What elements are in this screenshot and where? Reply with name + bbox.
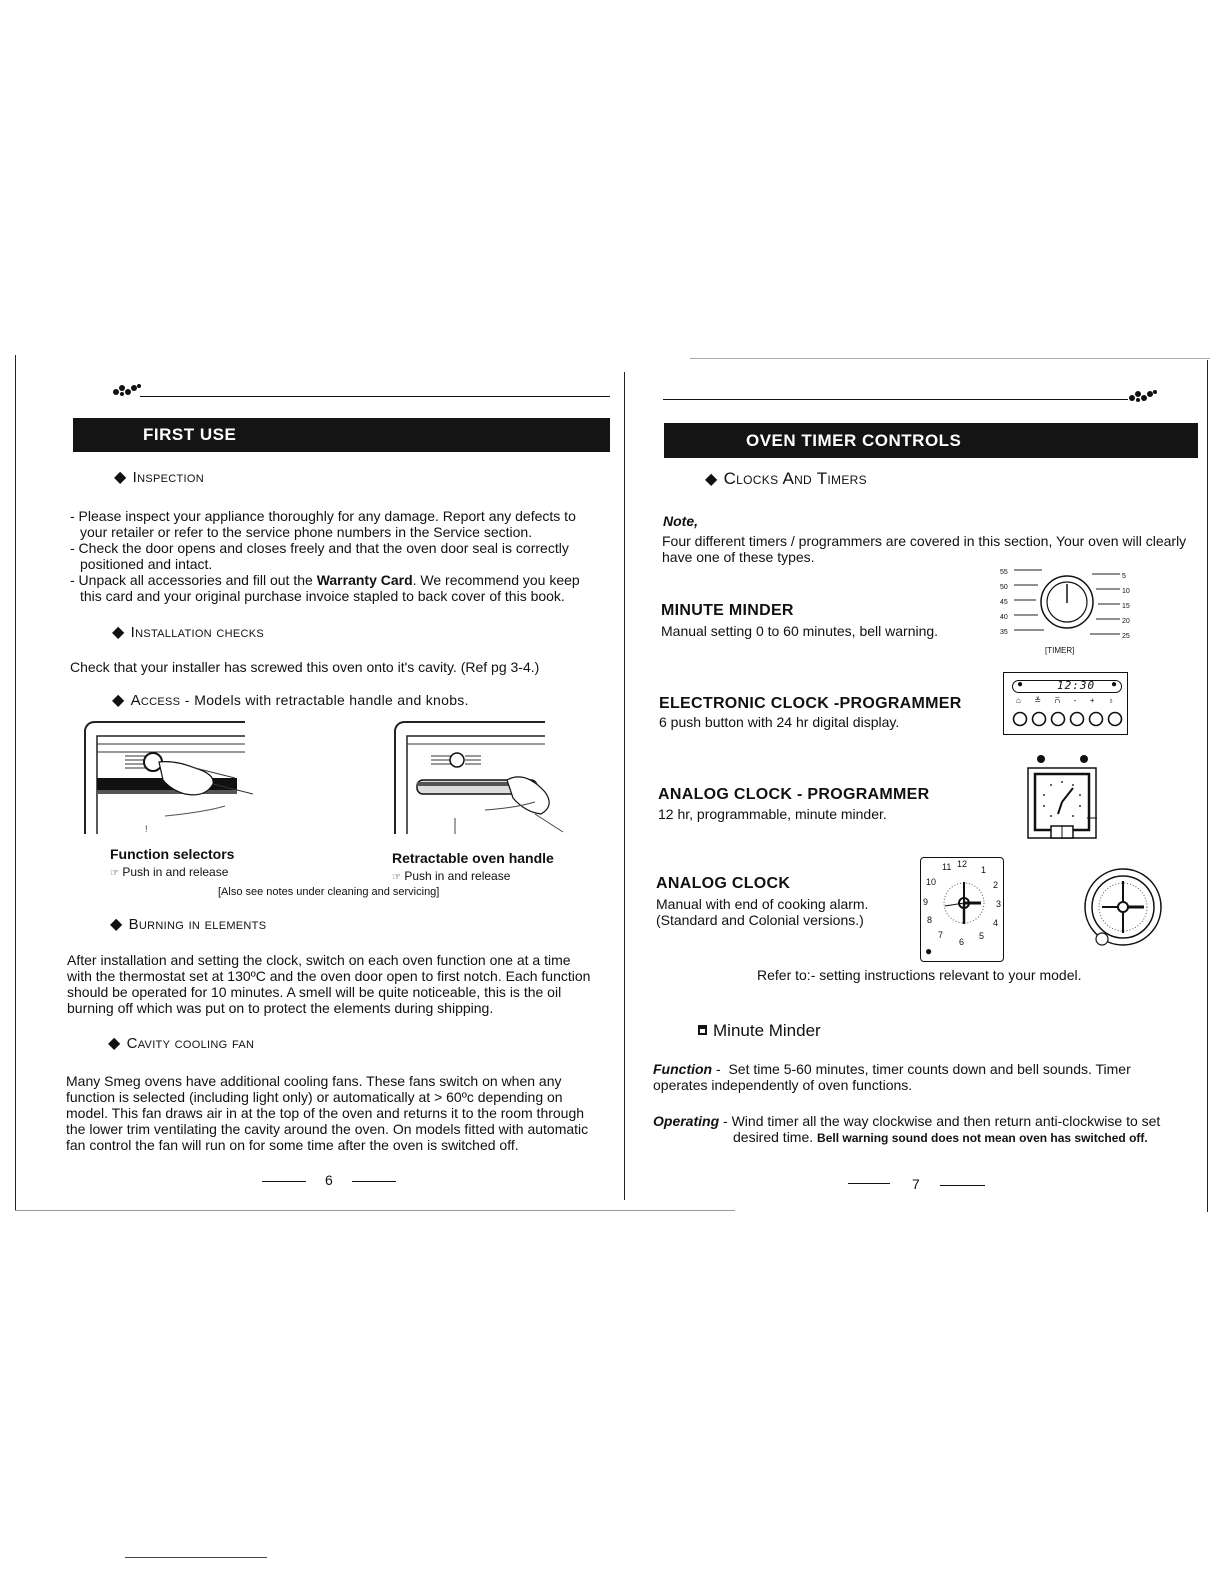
burning-text: After installation and setting the clock, switch on each oven function one at a time with the thermostat set at 130ºC and the oven door open to first notch. Each function should be operated for 10 minutes. A smell will be quite noticeable, this is the oil burning off which was put on to protect the elements during shipping. <box>67 952 591 1016</box>
oven-timer-title: OVEN TIMER CONTROLS <box>746 430 962 450</box>
refer-text: Refer to:- setting instructions relevant to your model. <box>757 967 1082 983</box>
retractable-handle-illustration <box>395 722 565 834</box>
retractable-handle-caption: Retractable oven handle <box>392 850 554 866</box>
top-edge-right <box>690 358 1210 359</box>
smeg-logo-icon <box>112 382 142 396</box>
bottom-edge <box>15 1210 735 1211</box>
center-fold <box>624 372 625 1200</box>
minute-minder-title: MINUTE MINDER <box>661 602 794 619</box>
retractable-handle-sub: ☞ Push in and release <box>392 869 511 883</box>
diamond-icon: ◆ <box>108 1035 121 1052</box>
installation-heading: ◆ Installation checks <box>112 624 265 641</box>
operating-text: Operating - Wind timer all the way clockwise and then return anti-clockwise to set desired time. Bell warning sound does not mean oven has switched off. <box>653 1113 1161 1145</box>
figure-note: [Also see notes under cleaning and servicing] <box>218 886 440 898</box>
standard-analog-clock: 11 12 1 10 2 9 3 8 4 7 6 5 ● <box>920 857 1004 962</box>
fan-heading: ◆ Cavity cooling fan <box>108 1035 255 1052</box>
analog-programmer-desc: 12 hr, programmable, minute minder. <box>658 806 887 822</box>
function-selectors-sub: ☞ Push in and release <box>110 865 229 879</box>
left-page-border <box>15 355 16 1210</box>
first-use-title: FIRST USE <box>143 425 237 444</box>
push-buttons-icon <box>1012 708 1122 730</box>
dot-icon: ● <box>1017 679 1024 690</box>
footer-rule <box>125 1557 267 1558</box>
electronic-desc: 6 push button with 24 hr digital display. <box>659 714 900 730</box>
timer-box-icon <box>698 1025 707 1035</box>
minute-minder-section-heading: Minute Minder <box>698 1021 821 1041</box>
burning-heading: ◆ Burning in elements <box>110 916 267 933</box>
function-selectors-caption: Function selectors <box>110 846 235 862</box>
electronic-programmer: ● 12:30 ● ⌂ ≚ ⩃ - + ♁ <box>1003 672 1128 735</box>
timer-knob-icon <box>1012 565 1122 645</box>
page-number-rule <box>940 1185 985 1186</box>
right-header-rule <box>663 399 1128 400</box>
dot-icon: ● <box>925 944 933 958</box>
access-heading: ◆ Access - Models with retractable handle and knobs. <box>112 692 469 709</box>
inspection-text: - Please inspect your appliance thoroughly for any damage. Report any defects to your retailer or refer to the service phone numbers in the Service section. - Check the door opens and closes freely and that the oven door seal is correctly positioned and intact. - Unpack all accessories and fill out the Warranty Card. We recommend you keep this card and your original purchase invoice stapled to back cover of this book. <box>70 508 580 604</box>
digital-display: 12:30 <box>1057 679 1096 692</box>
dot-icon: ● <box>1110 679 1117 690</box>
svg-text:!: ! <box>145 824 148 834</box>
diamond-icon: ◆ <box>705 471 718 488</box>
colonial-analog-clock-icon <box>1082 867 1164 949</box>
page-number-rule <box>848 1183 890 1184</box>
note-text: Four different timers / programmers are covered in this section, Your oven will clearly have one of these types. <box>662 533 1187 565</box>
diamond-icon: ◆ <box>112 624 125 641</box>
analog-programmer-icon <box>1025 752 1100 842</box>
diamond-icon: ◆ <box>114 469 127 486</box>
oven-timer-banner <box>664 423 1198 458</box>
installation-text: Check that your installer has screwed this oven onto it's cavity. (Ref pg 3-4.) <box>70 659 540 675</box>
inspection-heading: ◆ Inspection <box>114 469 204 486</box>
pointing-hand-icon: ☞ <box>392 872 401 883</box>
analog-clock-title: ANALOG CLOCK <box>656 875 791 892</box>
note-label: Note, <box>663 513 698 529</box>
page-number: 7 <box>912 1176 920 1192</box>
analog-clock-desc: Manual with end of cooking alarm. (Standard and Colonial versions.) <box>656 896 869 928</box>
diamond-icon: ◆ <box>110 916 123 933</box>
page-number: 6 <box>325 1172 333 1188</box>
analog-programmer-title: ANALOG CLOCK - PROGRAMMER <box>658 786 930 803</box>
clocks-heading: ◆ Clocks And Timers <box>705 469 867 488</box>
first-use-banner <box>73 418 610 452</box>
left-header-rule <box>140 396 610 397</box>
page-number-rule <box>262 1181 306 1182</box>
right-page-border <box>1207 360 1208 1212</box>
pointing-hand-icon: ☞ <box>110 868 119 879</box>
minute-minder-desc: Manual setting 0 to 60 minutes, bell warning. <box>661 623 939 639</box>
function-selectors-illustration <box>85 722 255 834</box>
electronic-title: ELECTRONIC CLOCK -PROGRAMMER <box>659 695 962 712</box>
function-text: Function - Set time 5-60 minutes, timer counts down and bell sounds. Timer operates independently of oven functions. <box>653 1061 1131 1093</box>
page-number-rule <box>352 1181 396 1182</box>
diamond-icon: ◆ <box>112 692 125 709</box>
timer-dial: 55 50 45 40 35 5 10 15 20 25 [TIMER] <box>998 565 1132 655</box>
fan-text: Many Smeg ovens have additional cooling fans. These fans switch on when any function is selected (including light only) or automatically at > 60ºc depending on model. This fan draws air in at the top of the oven and returns it to the room through the lower trim ventilating the cavity around the oven. On models fitted with automatic fan control the fan will run on for some time after the oven is switched off. <box>66 1073 589 1153</box>
smeg-logo-icon <box>1128 388 1158 402</box>
clock-hands-icon <box>935 872 993 934</box>
